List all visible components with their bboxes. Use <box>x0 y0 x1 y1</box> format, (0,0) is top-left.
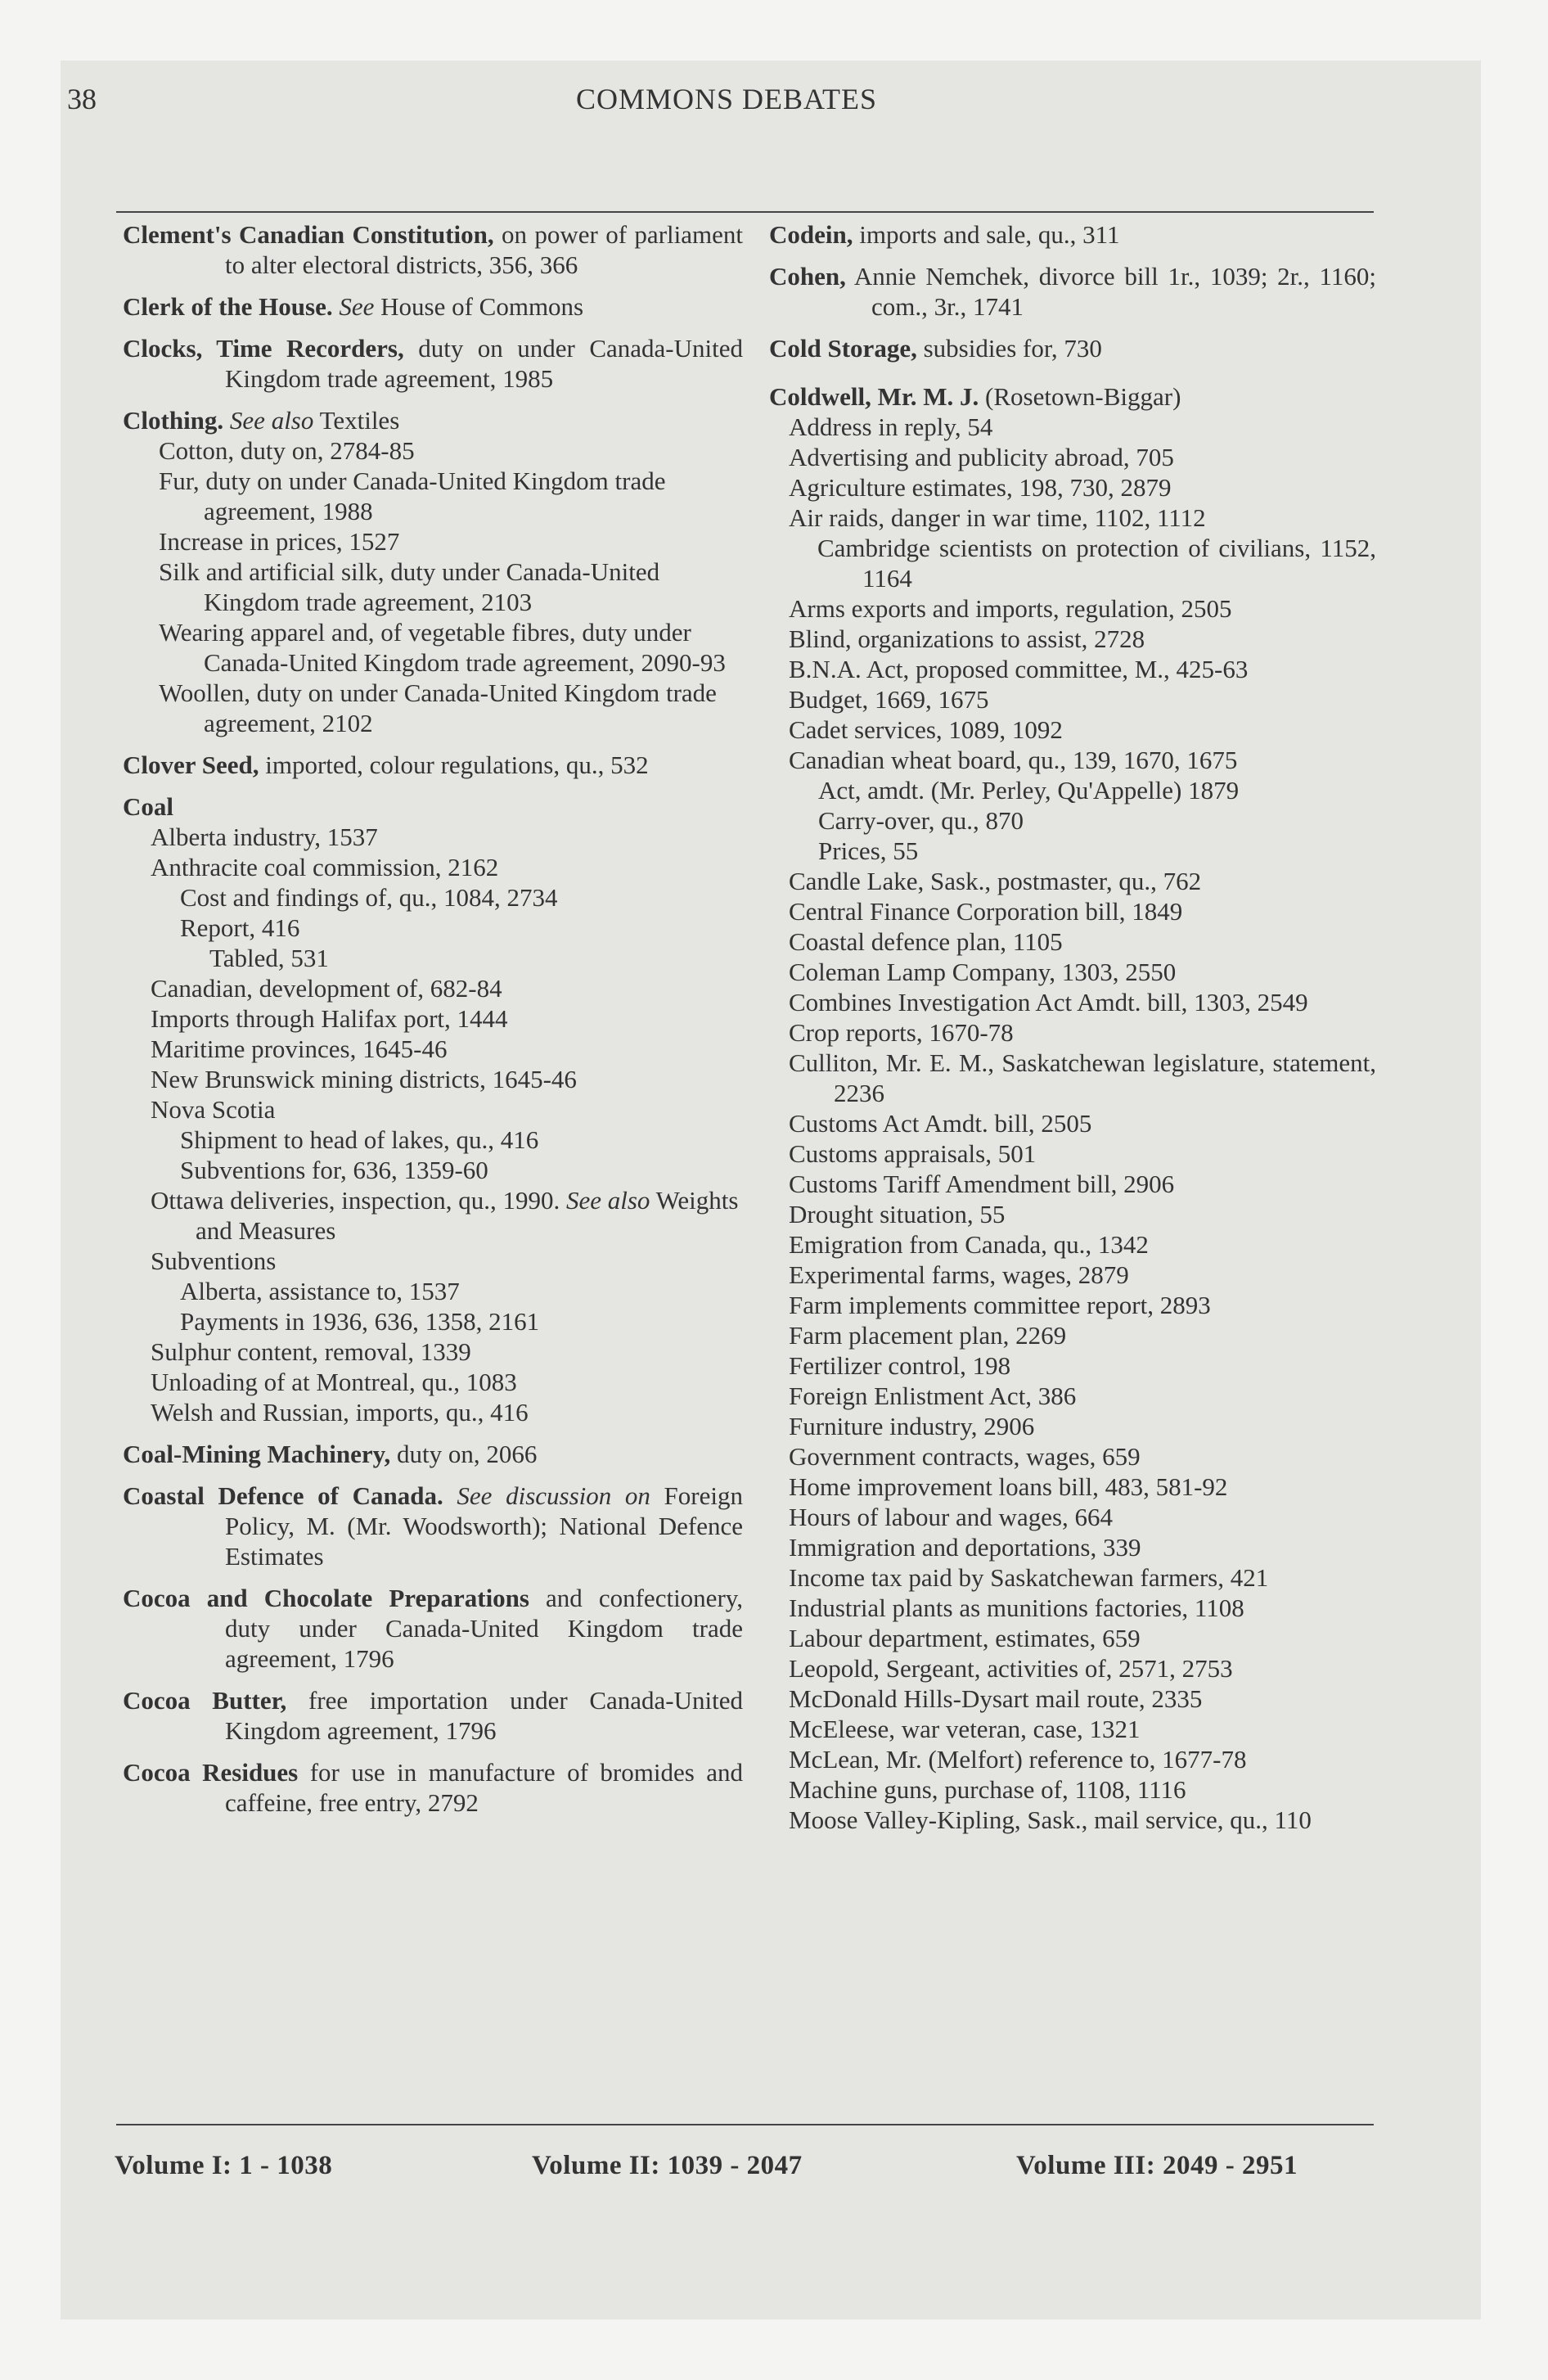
sub-entry: Immigration and deportations, 339 <box>789 1533 1141 1562</box>
sub-entry: Prices, 55 <box>818 836 919 865</box>
sub-entry: Subventions for, 636, 1359-60 <box>180 1156 488 1184</box>
top-rule <box>116 211 1374 213</box>
sub-entry: Customs Tariff Amendment bill, 2906 <box>789 1170 1175 1198</box>
sub-entry: New Brunswick mining districts, 1645-46 <box>151 1065 577 1093</box>
left-column <box>123 219 743 1829</box>
sub-entry: Payments in 1936, 636, 1358, 2161 <box>180 1307 540 1336</box>
index-entry: Coldwell, Mr. M. J. (Rosetown-Biggar) Address in reply, 54 Advertising and publicity abroad, 705 Agriculture estimates, 198, 730, 2879 Air raids, danger in war time, 1102, 1112 Cambridge scientists on protection of civilians, 1152, 1164 Arms exports and imports, regulation, 2505 Blind, organizations to assist, 2728 B.N.A. Act, proposed committee, M., 425-63 Budget, 1669, 1675 Cadet services, 1089, 1092 Canadian wheat board, qu., 139, 1670, 1675 Act, amdt. (Mr. Perley, Qu'Appelle) 1879 Carry-over, qu., 870 Prices, 55 Candle Lake, Sask., postmaster, qu., 762 Central Finance Corporation bill, 1849 Coastal defence plan, 1105 Coleman Lamp Company, 1303, 2550 Combines Investigation Act Amdt. bill, 1303, 2549 Crop reports, 1670-78 Culliton, Mr. E. M., Saskatchewan legislature, statement, 2236 Customs Act Amdt. bill, 2505 Customs appraisals, 501 Customs Tariff Amendment bill, 2906 Drought situation, 55 Emigration from Canada, qu., 1342 Experimental farms, wages, 2879 Farm implements committee report, 2893 Farm placement plan, 2269 Fertilizer control, 198 Foreign Enlistment Act, 386 Furniture industry, 2906 Government contracts, wages, 659 Home improvement loans bill, 483, 581-92 Hours of labour and wages, 664 Immigration and deportations, 339 Income tax paid by Saskatchewan farmers, 421 Industrial plants as munitions factories, 1108 Labour department, estimates, 659 Leopold, Sergeant, activities of, 2571, 2753 McDonald Hills-Dysart mail route, 2335 McEleese, war veteran, case, 1321 McLean, Mr. (Melfort) reference to, 1677-78 Machine guns, purchase of, 1108, 1116 Moose Valley-Kipling, Sask., mail service, qu., 110 <box>769 382 1376 1834</box>
sub-entry: Subventions <box>151 1246 277 1275</box>
sub-entry: Report, 416 <box>180 913 300 942</box>
volume-3-range: Volume III: 2049 - 2951 <box>1016 2151 1298 2180</box>
sub-entry: Drought situation, 55 <box>789 1200 1006 1228</box>
index-entry: Cold Storage, subsidies for, 730 <box>769 334 1102 363</box>
sub-entry: Industrial plants as munitions factories, 1108 <box>789 1593 1244 1622</box>
index-entry: Cohen, Annie Nemchek, divorce bill 1r., 1039; 2r., 1160; com., 3r., 1741 <box>769 262 1376 321</box>
sub-entry: Advertising and publicity abroad, 705 <box>789 443 1174 471</box>
right-column <box>769 219 1376 1846</box>
coldwell-subentries <box>769 412 1376 1835</box>
sub-entry: Farm implements committee report, 2893 <box>789 1291 1211 1319</box>
sub-entry: Income tax paid by Saskatchewan farmers, 421 <box>789 1563 1269 1592</box>
index-entry: Coal-Mining Machinery, duty on, 2066 <box>123 1440 538 1468</box>
sub-entry: Fertilizer control, 198 <box>789 1351 1011 1380</box>
index-entry: Coastal Defence of Canada. See discussion on Foreign Policy, M. (Mr. Woodsworth); National Defence Estimates <box>123 1481 743 1571</box>
sub-entry: Combines Investigation Act Amdt. bill, 1303, 2549 <box>789 988 1308 1016</box>
sub-entry: Leopold, Sergeant, activities of, 2571, 2753 <box>789 1654 1233 1683</box>
index-entry: Codein, imports and sale, qu., 311 <box>769 220 1120 249</box>
sub-entry: Foreign Enlistment Act, 386 <box>789 1382 1077 1410</box>
sub-entry: Alberta industry, 1537 <box>151 823 378 851</box>
sub-entry: Shipment to head of lakes, qu., 416 <box>180 1125 539 1154</box>
index-entry: Cocoa Butter, free importation under Canada-United Kingdom agreement, 1796 <box>123 1686 743 1745</box>
sub-entry: Hours of labour and wages, 664 <box>789 1503 1114 1531</box>
sub-entry: Address in reply, 54 <box>789 412 993 441</box>
sub-entry: Home improvement loans bill, 483, 581-92 <box>789 1472 1228 1501</box>
index-entry: Clerk of the House. See House of Commons <box>123 292 584 321</box>
sub-entry: Silk and artificial silk, duty under Canada-United Kingdom trade agreement, 2103 <box>159 557 660 616</box>
sub-entry: Woollen, duty on under Canada-United Kingdom trade agreement, 2102 <box>159 678 717 737</box>
index-entry: Clocks, Time Recorders, duty on under Canada-United Kingdom trade agreement, 1985 <box>123 334 743 393</box>
index-entry: Cocoa Residues for use in manufacture of bromides and caffeine, free entry, 2792 <box>123 1758 743 1817</box>
sub-entry: Alberta, assistance to, 1537 <box>180 1277 460 1305</box>
index-entry: Coal Alberta industry, 1537 Anthracite coal commission, 2162 Cost and findings of, qu., 1084, 2734 Report, 416 Tabled, 531 Canadian, development of, 682-84 Imports through Halifax port, 1444 Maritime provinces, 1645-46 New Brunswick mining districts, 1645-46 Nova Scotia Shipment to head of lakes, qu., 416 Subventions for, 636, 1359-60 Ottawa deliveries, inspection, qu., 1990. See also Weights and Measures Subventions Alberta, assistance to, 1537 Payments in 1936, 636, 1358, 2161 Sulphur content, removal, 1339 Unloading of at Montreal, qu., 1083 Welsh and Russian, imports, qu., 416 <box>123 791 743 1427</box>
sub-entry: Sulphur content, removal, 1339 <box>151 1337 471 1366</box>
sub-entry: Crop reports, 1670-78 <box>789 1018 1014 1047</box>
sub-entry: Customs Act Amdt. bill, 2505 <box>789 1109 1092 1138</box>
sub-entry: Government contracts, wages, 659 <box>789 1442 1141 1471</box>
sub-entry: Machine guns, purchase of, 1108, 1116 <box>789 1775 1186 1804</box>
sub-entry: Canadian wheat board, qu., 139, 1670, 1675 <box>789 746 1238 774</box>
sub-entry: Customs appraisals, 501 <box>789 1139 1037 1168</box>
sub-entry: Wearing apparel and, of vegetable fibres, duty under Canada-United Kingdom trade agreement, 2090-93 <box>159 618 726 677</box>
sub-entry: Candle Lake, Sask., postmaster, qu., 762 <box>789 867 1202 895</box>
index-entry: Clothing. See also Textiles Cotton, duty on, 2784-85 Fur, duty on under Canada-United Kingdom trade agreement, 1988 Increase in prices, 1527 Silk and artificial silk, duty under Canada-United Kingdom trade agreement, 2103 Wearing apparel and, of vegetable fibres, duty under Canada-United Kingdom trade agreement, 2090-93 Woollen, duty on under Canada-United Kingdom trade agreement, 2102 <box>123 405 743 738</box>
sub-entry: Ottawa deliveries, inspection, qu., 1990. See also Weights and Measures <box>151 1186 739 1245</box>
sub-entry: Canadian, development of, 682-84 <box>151 974 502 1003</box>
sub-entry: Budget, 1669, 1675 <box>789 685 989 714</box>
sub-entry: Maritime provinces, 1645-46 <box>151 1034 448 1063</box>
sub-entry: McLean, Mr. (Melfort) reference to, 1677-78 <box>789 1745 1247 1774</box>
sub-entry: Tabled, 531 <box>209 944 329 972</box>
sub-entry: B.N.A. Act, proposed committee, M., 425-63 <box>789 655 1249 683</box>
sub-entry: Arms exports and imports, regulation, 2505 <box>789 594 1232 623</box>
volume-1-range: Volume I: 1 - 1038 <box>115 2151 333 2180</box>
sub-entry: Anthracite coal commission, 2162 <box>151 853 499 881</box>
sub-entry: Unloading of at Montreal, qu., 1083 <box>151 1368 517 1396</box>
sub-entry: Fur, duty on under Canada-United Kingdom trade agreement, 1988 <box>159 467 666 525</box>
sub-entry: Carry-over, qu., 870 <box>818 806 1024 835</box>
index-entry: Clover Seed, imported, colour regulations, qu., 532 <box>123 751 649 779</box>
volume-2-range: Volume II: 1039 - 2047 <box>532 2151 803 2180</box>
sub-entry: Agriculture estimates, 198, 730, 2879 <box>789 473 1172 502</box>
sub-entry: Cost and findings of, qu., 1084, 2734 <box>180 883 558 912</box>
sub-entry: Moose Valley-Kipling, Sask., mail service, qu., 110 <box>789 1805 1312 1834</box>
sub-entry: Central Finance Corporation bill, 1849 <box>789 897 1183 926</box>
sub-entry: Experimental farms, wages, 2879 <box>789 1260 1129 1289</box>
sub-entry: Nova Scotia <box>151 1095 276 1124</box>
sub-entry: Air raids, danger in war time, 1102, 1112 <box>789 503 1206 532</box>
sub-entry: Coastal defence plan, 1105 <box>789 927 1063 956</box>
page-number: 38 <box>67 83 97 115</box>
sub-entry: Farm placement plan, 2269 <box>789 1321 1067 1350</box>
index-entry: Clement's Canadian Constitution, on power of parliament to alter electoral districts, 356, 366 <box>123 220 743 279</box>
running-title: COMMONS DEBATES <box>576 83 878 115</box>
bottom-rule <box>116 2124 1374 2125</box>
sub-entry: Cadet services, 1089, 1092 <box>789 715 1063 744</box>
sub-entry: Culliton, Mr. E. M., Saskatchewan legislature, statement, 2236 <box>789 1048 1376 1107</box>
sub-entry: McDonald Hills-Dysart mail route, 2335 <box>789 1684 1203 1713</box>
sub-entry: Imports through Halifax port, 1444 <box>151 1004 508 1033</box>
sub-entry: Emigration from Canada, qu., 1342 <box>789 1230 1149 1259</box>
sub-entry: Labour department, estimates, 659 <box>789 1624 1141 1652</box>
sub-entry: Coleman Lamp Company, 1303, 2550 <box>789 958 1177 986</box>
index-entry: Cocoa and Chocolate Preparations and confectionery, duty under Canada-United Kingdom trade agreement, 1796 <box>123 1584 743 1673</box>
sub-entry: McEleese, war veteran, case, 1321 <box>789 1715 1141 1743</box>
sub-entry: Cambridge scientists on protection of civilians, 1152, 1164 <box>817 534 1376 593</box>
sub-entry: Welsh and Russian, imports, qu., 416 <box>151 1398 529 1427</box>
sub-entry: Cotton, duty on, 2784-85 <box>159 436 415 465</box>
sub-entry: Act, amdt. (Mr. Perley, Qu'Appelle) 1879 <box>818 776 1240 805</box>
sub-entry: Furniture industry, 2906 <box>789 1412 1035 1440</box>
sub-entry: Blind, organizations to assist, 2728 <box>789 624 1145 653</box>
sub-entry: Increase in prices, 1527 <box>159 527 400 556</box>
